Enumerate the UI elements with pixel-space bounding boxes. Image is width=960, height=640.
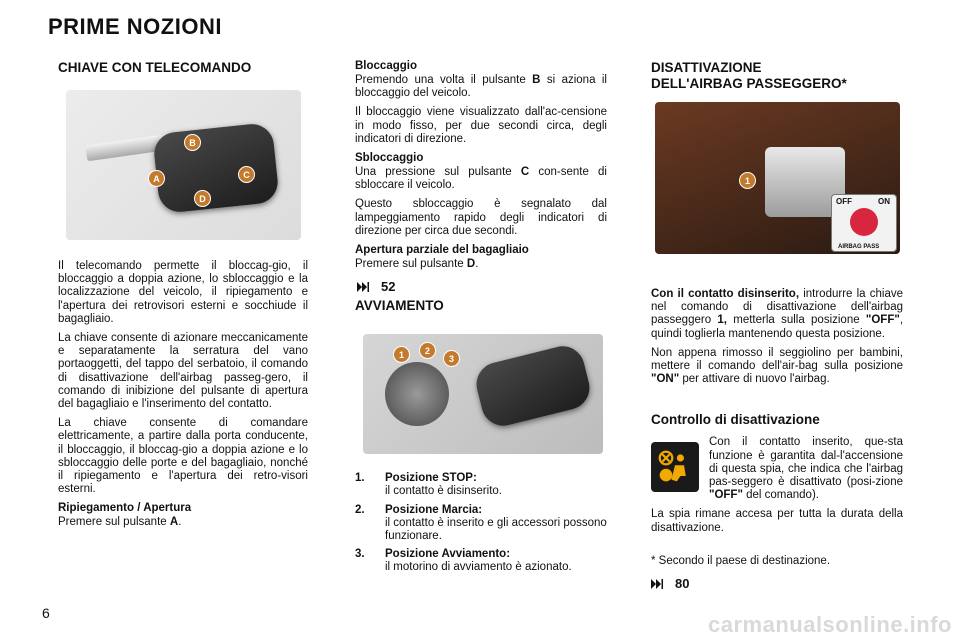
ignition-label-1: 1 — [393, 346, 410, 363]
position-item: 1. Posizione STOP: il contatto è disinserito. — [355, 472, 502, 498]
lock-button-letter: B — [532, 74, 541, 86]
key-button-a-label: A — [148, 170, 165, 187]
key-button-b-label: B — [184, 134, 201, 151]
key-blade — [85, 135, 164, 162]
page-title: PRIME NOZIONI — [48, 14, 222, 39]
page-number: 6 — [42, 605, 50, 621]
lock-heading: Bloccaggio — [355, 60, 417, 72]
unlock-button-letter: C — [520, 166, 530, 179]
airbag-deactivation-text: Con il contatto disinserito, introdurre la chiave nel comando di disattivazione dell'airbag passeggero 1, metterla sulla posizione "OFF", quindi toglierla mantenendo questa posizione. — [651, 288, 904, 340]
boot-heading: Apertura parziale del bagagliaio — [355, 244, 529, 257]
section-heading-remote-key: CHIAVE CON TELECOMANDO — [58, 60, 252, 75]
remote-key-photo — [66, 90, 301, 240]
boot-button-letter: D — [466, 258, 476, 271]
fold-text: Premere sul pulsante A. — [58, 516, 182, 529]
watermark: carmanualsonline.info — [708, 612, 952, 637]
position-item: 2. Posizione Marcia: il contatto è inserito e gli accessori possono funzionare. — [355, 503, 607, 543]
position-item: 3. Posizione Avviamento: il motorino di avviamento è azionato. — [355, 548, 572, 574]
control-block — [651, 436, 903, 508]
page-reference-52: 52 — [357, 279, 607, 294]
airbag-off-icon — [657, 449, 693, 485]
ignition-key-fob — [472, 342, 594, 431]
ignition-lock — [385, 362, 449, 426]
airbag-warning-lamp — [651, 442, 699, 492]
column-airbag — [651, 60, 903, 591]
control-text: Con il contatto inserito, que-sta funzione è garantita dal-l'accensione di questa spia, che indica che l'airbag pas-seggero è disattivato (posi-zione "OFF" del comando). — [709, 436, 903, 502]
switch-arrow-icon — [850, 208, 878, 236]
fast-forward-icon — [651, 579, 663, 589]
switch-caption: AIRBAG PASS — [838, 244, 880, 250]
lock-text: Premendo una volta il pulsante B si aziona il bloccaggio del veicolo. — [355, 74, 607, 100]
fold-heading: Ripiegamento / Apertura — [58, 502, 192, 515]
switch-off-label: OFF — [836, 197, 852, 206]
boot-text: Premere sul pulsante D. — [355, 258, 479, 271]
fast-forward-icon — [357, 282, 369, 292]
ignition-label-3: 3 — [443, 350, 460, 367]
control-heading: Controllo di disattivazione — [651, 412, 820, 428]
ignition-label-2: 2 — [419, 342, 436, 359]
ignition-positions — [355, 472, 607, 574]
switch-on-label: ON — [878, 197, 890, 206]
remote-key-description: Il telecomando permette il bloccag-gio, il bloccaggio a doppia azione, lo sbloccaggio e la localizzazione del veicolo, il ripiegamento e l'apertura dei retrovisori esterni e socchiude il bagagliaio. — [58, 260, 308, 325]
control-text-2: La spia rimane accesa per tutta la durata della disattivazione. — [651, 508, 903, 534]
unlock-indicator-text: Questo sbloccaggio è segnalato dal lampeggiamento rapido degli indicatori di direzione per circa due secondi. — [355, 198, 607, 237]
unlock-text: Una pressione sul pulsante C con-sente di sbloccare il veicolo. — [355, 166, 607, 192]
column-lock-start — [355, 60, 607, 580]
column-remote-key — [58, 60, 308, 536]
lock-indicator-text: Il bloccaggio viene visualizzato dall'ac-censione in modo fisso, per due secondi circa, degli indicatori di direzione. — [355, 106, 607, 145]
fold-button-letter: A — [169, 516, 179, 529]
section-heading-airbag: DISATTIVAZIONE DELL'AIRBAG PASSEGGERO* — [651, 60, 847, 91]
airbag-photo-label-1: 1 — [739, 172, 756, 189]
airbag-switch-inset — [831, 194, 897, 252]
airbag-switch-photo — [655, 102, 900, 254]
footnote: * Secondo il paese di destinazione. — [651, 554, 831, 567]
section-heading-start: AVVIAMENTO — [355, 298, 444, 314]
key-mechanical-description: La chiave consente di azionare meccanicamente e separatamente la serratura del vano portaoggetti, del tappo del serbatoio, il comando di disattivazione dell'airbag passeg-gero, il comando di inibizione del pulsante di apertura del bagagliaio e l'inserimento del contatto. — [58, 332, 308, 411]
key-fob — [152, 122, 280, 214]
airbag-reactivation-text: Non appena rimosso il seggiolino per bambini, mettere il comando dell'air-bag sulla posizione "ON" per attivare di nuovo l'airbag. — [651, 346, 903, 386]
page-reference-80: 80 — [651, 576, 903, 591]
ignition-photo — [363, 334, 603, 454]
key-button-d-label: D — [194, 190, 211, 207]
key-button-c-label: C — [238, 166, 255, 183]
key-electrical-description: La chiave consente di comandare elettricamente, a partire dalla porta conducente, il bloccaggio, il bloccag-gio a doppia azione e lo sbloccaggio delle porte e del bagagliaio, nonché il ripiegamento e l'apertura dei retro-visori esterni. — [58, 417, 308, 496]
unlock-heading: Sbloccaggio — [355, 152, 424, 165]
